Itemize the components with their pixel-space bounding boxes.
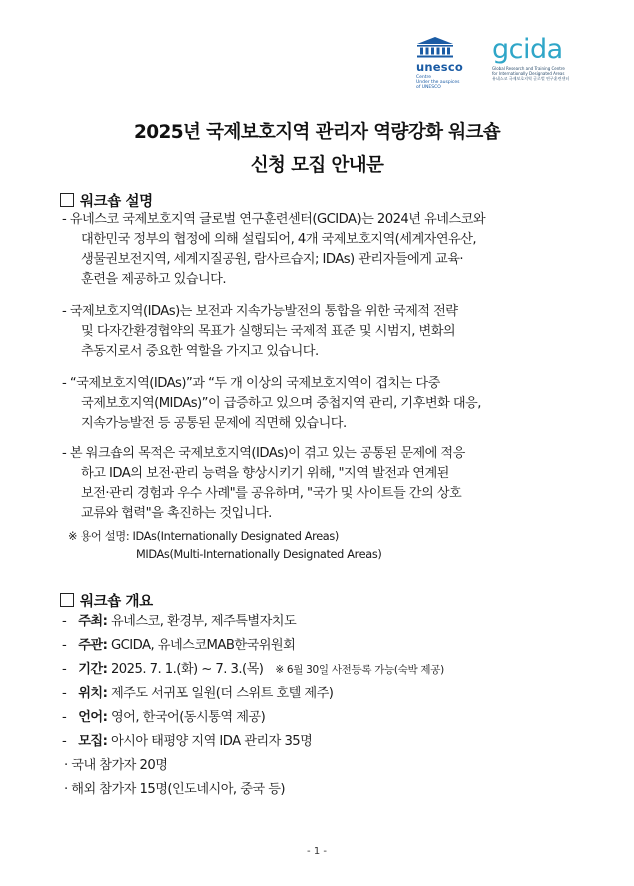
- gcida-logo: [492, 36, 582, 81]
- paragraph-line: 생물권보전지역, 세계지질공원, 람사르습지; IDAs) 관리자들에게 교육·: [81, 252, 464, 267]
- unesco-logo: [416, 36, 476, 90]
- document-title: 2025년 국제보호지역 관리자 역량강화 워크숍: [133, 122, 501, 143]
- paragraph-line: 추동지로서 중요한 역할을 가지고 있습니다.: [81, 344, 319, 359]
- paragraph-line: - 본 워크숍의 목적은 국제보호지역(IDAs)이 겪고 있는 공통된 문제에 적응: [62, 446, 465, 461]
- overview-item-location: - 위치: 제주도 서귀포 일원(더 스위트 호텔 제주): [62, 686, 334, 701]
- checkbox-square-icon: [60, 193, 74, 207]
- paragraph-line: - “국제보호지역(IDAs)”과 “두 개 이상의 국제보호지역이 겹치는 다중: [62, 376, 440, 391]
- checkbox-square-icon: [60, 593, 74, 607]
- overview-item-host: - 주최: 유네스코, 환경부, 제주특별자치도: [62, 614, 297, 629]
- overview-item-organizer: - 주관: GCIDA, 유네스코MAB한국위원회: [62, 638, 296, 653]
- terms-note: MIDAs(Multi-Internationally Designated Areas): [136, 548, 382, 561]
- paragraph-line: 훈련을 제공하고 있습니다.: [81, 272, 227, 287]
- overview-item-period: - 기간: 2025. 7. 1.(화) ~ 7. 3.(목) ※ 6월 30일 사전등록 가능(숙박 제공): [62, 662, 444, 677]
- document-subtitle: 신청 모집 안내문: [250, 155, 384, 176]
- overview-item-recruitment: - 모집: 아시아 태평양 지역 IDA 관리자 35명: [62, 734, 313, 749]
- paragraph-line: 국제보호지역(MIDAs)”이 급증하고 있으며 중첩지역 관리, 기후변화 대응,: [81, 396, 481, 411]
- paragraph-line: 교류와 협력"을 촉진하는 것입니다.: [81, 506, 272, 521]
- section-heading-description: 워크숍 설명: [60, 190, 153, 211]
- paragraph-line: 및 다자간환경협약의 목표가 실행되는 국제적 표준 및 시범지, 변화의: [81, 324, 456, 339]
- sub-item-domestic: · 국내 참가자 20명: [64, 758, 168, 773]
- paragraph-line: 대한민국 정부의 협정에 의해 설립되어, 4개 국제보호지역(세계자연유산,: [81, 232, 477, 247]
- terms-note: ※ 용어 설명: IDAs(Internationally Designated Areas): [68, 530, 339, 543]
- header-logos: [416, 36, 576, 96]
- paragraph-line: 지속가능발전 등 공통된 문제에 직면해 있습니다.: [81, 416, 347, 431]
- gcida-wordmark: gcida: [492, 34, 563, 65]
- section-heading-overview: 워크숍 개요: [60, 590, 153, 611]
- unesco-wordmark: unesco: [416, 60, 463, 74]
- overview-item-language: - 언어: 영어, 한국어(동시통역 제공): [62, 710, 266, 725]
- paragraph-line: - 유네스코 국제보호지역 글로벌 연구훈련센터(GCIDA)는 2024년 유네스코와: [62, 212, 486, 227]
- preregistration-note: ※ 6월 30일 사전등록 가능(숙박 제공): [275, 664, 444, 676]
- unesco-subtitle: Centre Under the auspices of UNESCO: [416, 75, 460, 90]
- page-number: - 1 -: [307, 846, 327, 857]
- gcida-subtitle: Global Research and Training Centre for Internationally Designated Areas 유네스코 국제보호지역 글로벌 연구훈련센터: [492, 66, 570, 81]
- unesco-temple-icon: [416, 36, 454, 58]
- sub-item-overseas: · 해외 참가자 15명(인도네시아, 중국 등): [64, 782, 286, 797]
- paragraph-line: 하고 IDA의 보전·관리 능력을 향상시키기 위해, "지역 발전과 연계된: [81, 466, 449, 481]
- paragraph-line: - 국제보호지역(IDAs)는 보전과 지속가능발전의 통합을 위한 국제적 전략: [62, 304, 458, 319]
- paragraph-line: 보전·관리 경험과 우수 사례"를 공유하며, "국가 및 사이트들 간의 상호: [81, 486, 462, 501]
